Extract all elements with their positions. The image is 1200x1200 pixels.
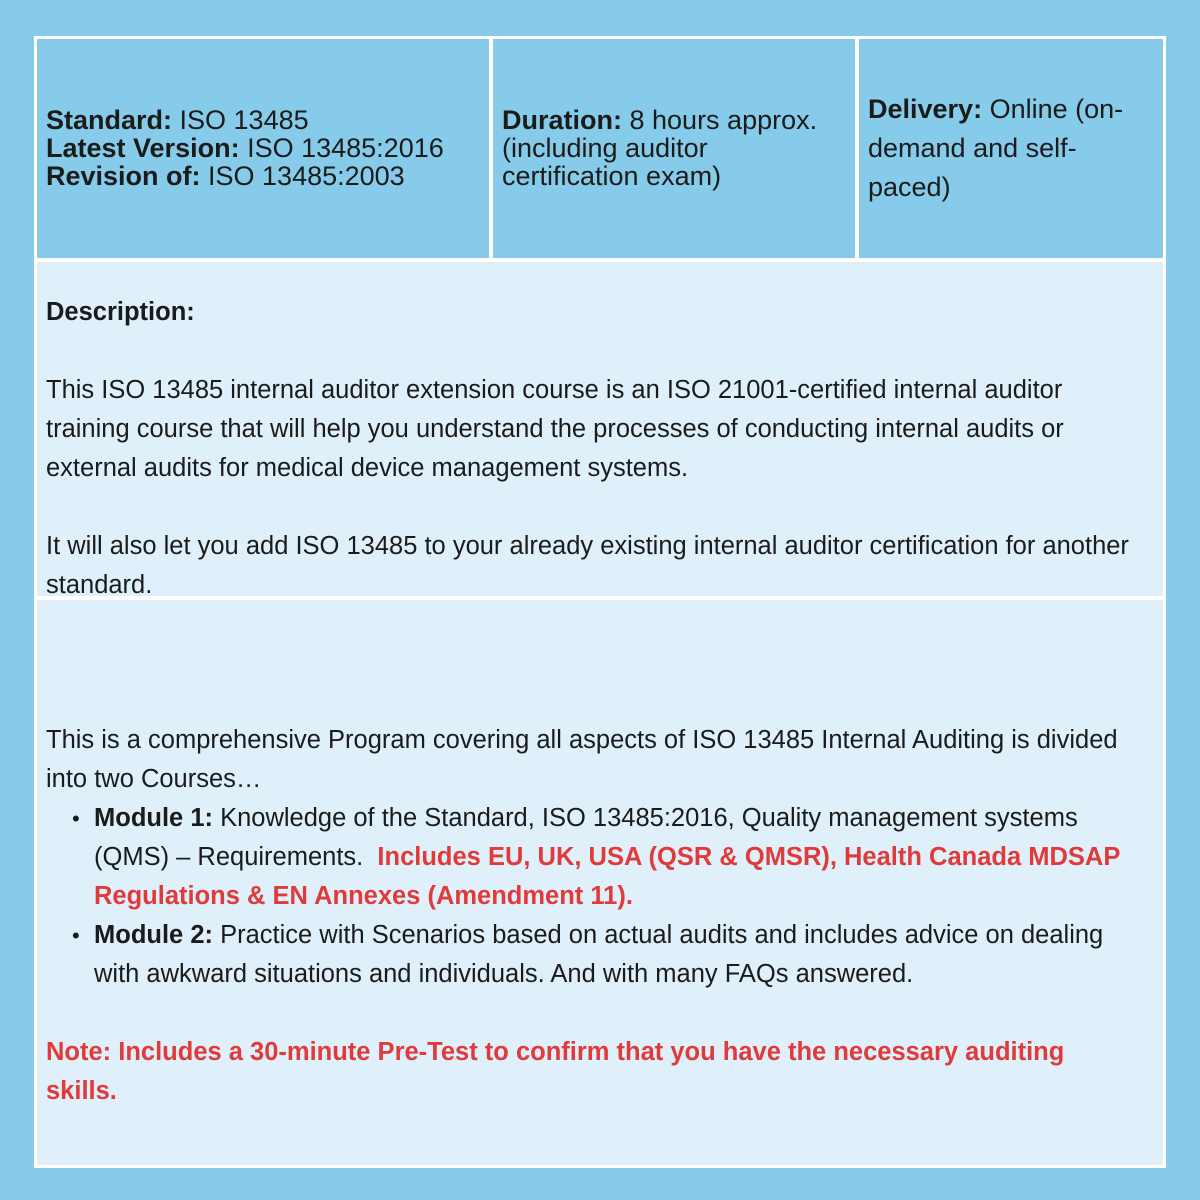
latest-version-line — [46, 134, 444, 162]
standard-line — [46, 106, 444, 134]
module-1-text: Knowledge of the Standard, ISO 13485:2016, Quality management systems (QMS) – Requirements. — [94, 804, 1078, 871]
revision-label: Revision of: — [46, 161, 201, 191]
description-cell — [37, 262, 1163, 599]
standard-info-cell — [37, 39, 489, 258]
revision-line — [46, 162, 444, 190]
bullet-icon: • — [72, 923, 80, 948]
pre-test-note: Note: Includes a 30-minute Pre-Test to confirm that you have the necessary auditing skills. — [46, 1038, 1065, 1105]
module-1-label: Module 1: — [94, 804, 213, 832]
latest-version-value: ISO 13485:2016 — [247, 133, 444, 163]
module-list — [46, 799, 1151, 994]
standard-value: ISO 13485 — [179, 105, 309, 135]
delivery-info — [868, 90, 1148, 207]
description-paragraph-1: This ISO 13485 internal auditor extension course is an ISO 21001-certified internal auditor training course that will help you understand the processes of conducting internal audits or external audits for medical device management systems. — [46, 376, 1064, 482]
delivery-value: Online (on-demand and self-paced) — [868, 94, 1124, 202]
delivery-label: Delivery: — [868, 94, 983, 124]
module-item — [46, 799, 1151, 916]
module-2-text: Practice with Scenarios based on actual audits and includes advice on dealing with awkward situations and individuals. And with many FAQs answered. — [94, 921, 1104, 988]
description-heading: Description: — [46, 298, 195, 326]
latest-version-label: Latest Version: — [46, 133, 240, 163]
module-1-highlight: Includes EU, UK, USA (QSR & QMSR), Health Canada MDSAP Regulations & EN Annexes (Amendment 11). — [94, 843, 1120, 910]
program-cell — [37, 600, 1163, 1165]
module-item — [46, 916, 1151, 994]
description-paragraph-2: It will also let you add ISO 13485 to your already existing internal auditor certification for another standard. — [46, 532, 1129, 599]
standard-info — [46, 106, 444, 190]
bullet-icon: • — [72, 806, 80, 831]
duration-cell — [493, 39, 855, 258]
delivery-cell — [859, 39, 1163, 258]
standard-label: Standard: — [46, 105, 173, 135]
module-2-label: Module 2: — [94, 921, 213, 949]
duration-label: Duration: — [502, 105, 622, 135]
duration-value: 8 hours approx. (including auditor certification exam) — [502, 105, 818, 191]
duration-info — [502, 106, 842, 190]
revision-value: ISO 13485:2003 — [208, 161, 405, 191]
course-info-card — [34, 36, 1166, 1168]
program-intro: This is a comprehensive Program covering all aspects of ISO 13485 Internal Auditing is divided into two Courses… — [46, 726, 1118, 793]
